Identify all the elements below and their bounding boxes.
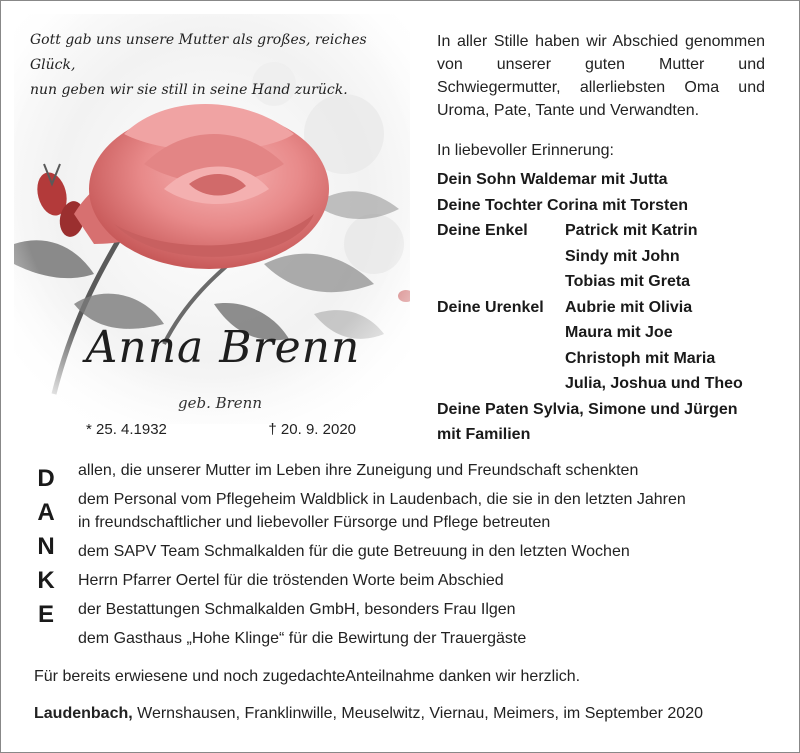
family-list <box>437 167 787 448</box>
danke-letter: D <box>37 465 55 492</box>
thanks-item: allen, die unserer Mutter im Leben ihre Zuneigung und Freundschaft schenkten <box>78 462 639 479</box>
location-primary: Laudenbach, <box>34 705 133 722</box>
danke-letter: N <box>37 533 55 560</box>
thanks-list <box>78 459 778 650</box>
quote-line: Gott gab uns unsere Mutter als großes, reiches Glück, <box>30 32 367 73</box>
danke-letter: A <box>37 499 55 526</box>
great-grandchild: Julia, Joshua und Theo <box>565 375 743 392</box>
danke-letter: K <box>37 567 55 594</box>
family-son: Dein Sohn Waldemar mit Jutta <box>437 171 668 188</box>
memorial-quote <box>30 28 410 103</box>
location-line <box>34 705 703 723</box>
family-daughter: Deine Tochter Corina mit Torsten <box>437 196 688 214</box>
thanks-item: dem SAPV Team Schmalkalden für die gute Betreuung in den letzten Wochen <box>78 543 630 560</box>
birth-date: * 25. 4.1932 <box>86 421 167 438</box>
great-grandchildren-label: Deine Urenkel <box>437 298 544 316</box>
grandchildren-label: Deine Enkel <box>437 222 528 239</box>
danke-letter: E <box>37 601 54 628</box>
location-rest: Wernshausen, Franklinwille, Meuselwitz, Viernau, Meimers, im September 2020 <box>132 705 703 722</box>
birth-name: geb. Brenn <box>177 394 262 412</box>
thanks-item: der Bestattungen Schmalkalden GmbH, besonders Frau Ilgen <box>78 601 516 618</box>
grandchild: Patrick mit Katrin <box>565 222 698 239</box>
deceased-name: Anna Brenn <box>85 322 361 373</box>
memory-label: In liebevoller Erinnerung: <box>437 142 614 159</box>
thanks-item: dem Personal vom Pflegeheim Waldblick in Laudenbach, die sie in den letzten Jahren <box>78 491 686 508</box>
thanks-item: Herrn Pfarrer Oertel für die tröstenden Worte beim Abschied <box>78 572 504 589</box>
quote-line: nun geben wir sie still in seine Hand zurück. <box>30 82 348 98</box>
great-grandchild: Aubrie mit Olivia <box>565 298 693 316</box>
thanks-item: dem Gasthaus „Hohe Klinge“ für die Bewirtung der Trauergäste <box>78 630 527 647</box>
grandchild: Tobias mit Greta <box>565 273 691 290</box>
closing-text: Für bereits erwiesene und noch zugedachteAnteilnahme danken wir herzlich. <box>34 668 581 685</box>
life-dates <box>86 421 356 438</box>
danke-vertical <box>34 462 58 632</box>
family-godchildren: Deine Paten Sylvia, Simone und Jürgen <box>437 400 738 418</box>
great-grandchild: Christoph mit Maria <box>565 349 716 367</box>
death-date: † 20. 9. 2020 <box>268 421 356 438</box>
farewell-text: In aller Stille haben wir Abschied genommen von unserer guten Mutter und Schwiegermutter, allerliebsten Oma und Uroma, Pate, Tante und Verwandten. <box>437 33 765 119</box>
thanks-item-cont: in freundschaftlicher und liebevoller Fürsorge und Pflege betreuten <box>78 514 551 531</box>
family-godchildren-cont: mit Familien <box>437 426 531 443</box>
grandchild: Sindy mit John <box>565 247 680 265</box>
great-grandchild: Maura mit Joe <box>565 324 673 341</box>
